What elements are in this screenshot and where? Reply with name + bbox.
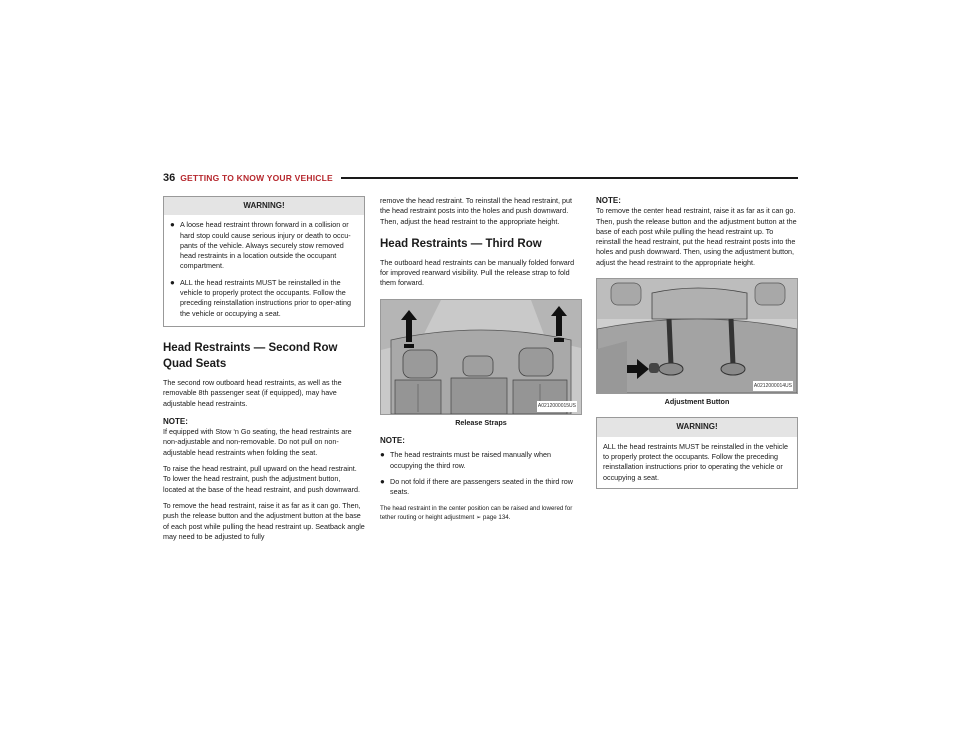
section-heading: Head Restraints — Second Row Quad Seats (163, 341, 338, 370)
note-label: NOTE: (163, 416, 188, 426)
warning-box (596, 417, 798, 488)
note-item: ● Do not fold if there are passengers seated in the third row seats. (380, 476, 573, 497)
warning-item: ● ALL the head restraints MUST be reinstalled in the vehicle to properly protect the occupants. Follow the preceding reinstallation instructions prior to oper-ating the vehicle or occupying a seat. (170, 277, 351, 318)
note-label: NOTE: (596, 196, 621, 205)
header-rule (341, 177, 798, 179)
note-text: If equipped with Stow ‘n Go seating, the head restraints are non-adjustable and non-removable. Do not pull on non-adjustable head restraints when folding the seat. (163, 427, 352, 457)
page-reference-icon: ➢ (475, 514, 482, 522)
column-middle (380, 196, 582, 529)
figure-code: A0212000014US (753, 381, 793, 391)
warning-title: WARNING! (164, 197, 364, 215)
paragraph: The outboard head restraints can be manually folded forward for improved rearward visibility. Pull the release strap to fold them forward. (380, 257, 575, 288)
figure-code: A0212000015US (537, 401, 577, 411)
page-header (163, 171, 798, 185)
paragraph: To raise the head restraint, pull upward on the head restraint. To lower the head restraint, push the adjustment button, located at the base of the head restraint, and push downward. (163, 464, 360, 494)
bullet-icon: ● (380, 476, 385, 486)
note-label: NOTE: (380, 436, 405, 446)
adjustment-button-figure (596, 278, 798, 394)
note-item: ● The head restraints must be raised manually when occupying the third row. (380, 450, 552, 470)
paragraph: The second row outboard head restraints, as well as the removable 8th passenger seat (if equipped), may have adjustable head restraints. (163, 377, 342, 408)
note-text: To remove the center head restraint, raise it as far as it can go. Then, push the release button and the adjustment button at the base of each post while pulling the head restraint up. To reinstall the head restraint, put the head restraint posts into the holes and push downward. Then, using the adjustment button, adjust the head restraint to the appropriate height. (596, 206, 797, 267)
release-straps-figure (380, 299, 582, 415)
page-reference-link[interactable]: page 134. (482, 514, 511, 522)
section-title: GETTING TO KNOW YOUR VEHICLE (180, 173, 333, 183)
warning-text: ALL the head restraints MUST be reinstalled in the vehicle to properly protect the occupants. Follow the preceding reinstallation instructions prior to operating the vehicle or occupying a seat. (603, 441, 788, 482)
figure-caption: Adjustment Button (664, 397, 730, 407)
warning-title: WARNING! (597, 418, 797, 436)
small-text: The head restraint in the center position can be raised and lowered for tether routing or height adjustment ➢ page 134. (380, 504, 573, 522)
warning-item: ● A loose head restraint thrown forward in a collision or hard stop could cause serious injury or death to occu-pants of the vehicle. Always securely stow removed head restraints in a location outside the occupant compartment. (170, 220, 351, 271)
bullet-icon: ● (380, 450, 385, 460)
figure-caption: Release Straps (455, 417, 507, 427)
paragraph: remove the head restraint. To reinstall the head restraint, put the head restraint posts into the holes and push downward. Then, adjust the head restraint to the appropriate height. (380, 196, 573, 226)
paragraph: To remove the head restraint, raise it as far as it can go. Then, push the release button and the adjustment button at the base of each post while pulling the head restraint up. Seatback angle may need to be adjusted to fully (163, 500, 365, 541)
column-right (596, 196, 798, 497)
headrest-illustration (597, 279, 797, 393)
section-heading: Head Restraints — Third Row (380, 237, 542, 250)
bullet-icon: ● (170, 277, 175, 287)
column-left (163, 196, 365, 548)
bullet-icon: ● (170, 220, 175, 230)
page-number: 36 (163, 172, 176, 184)
warning-box (163, 196, 365, 327)
seat-illustration (381, 300, 581, 414)
